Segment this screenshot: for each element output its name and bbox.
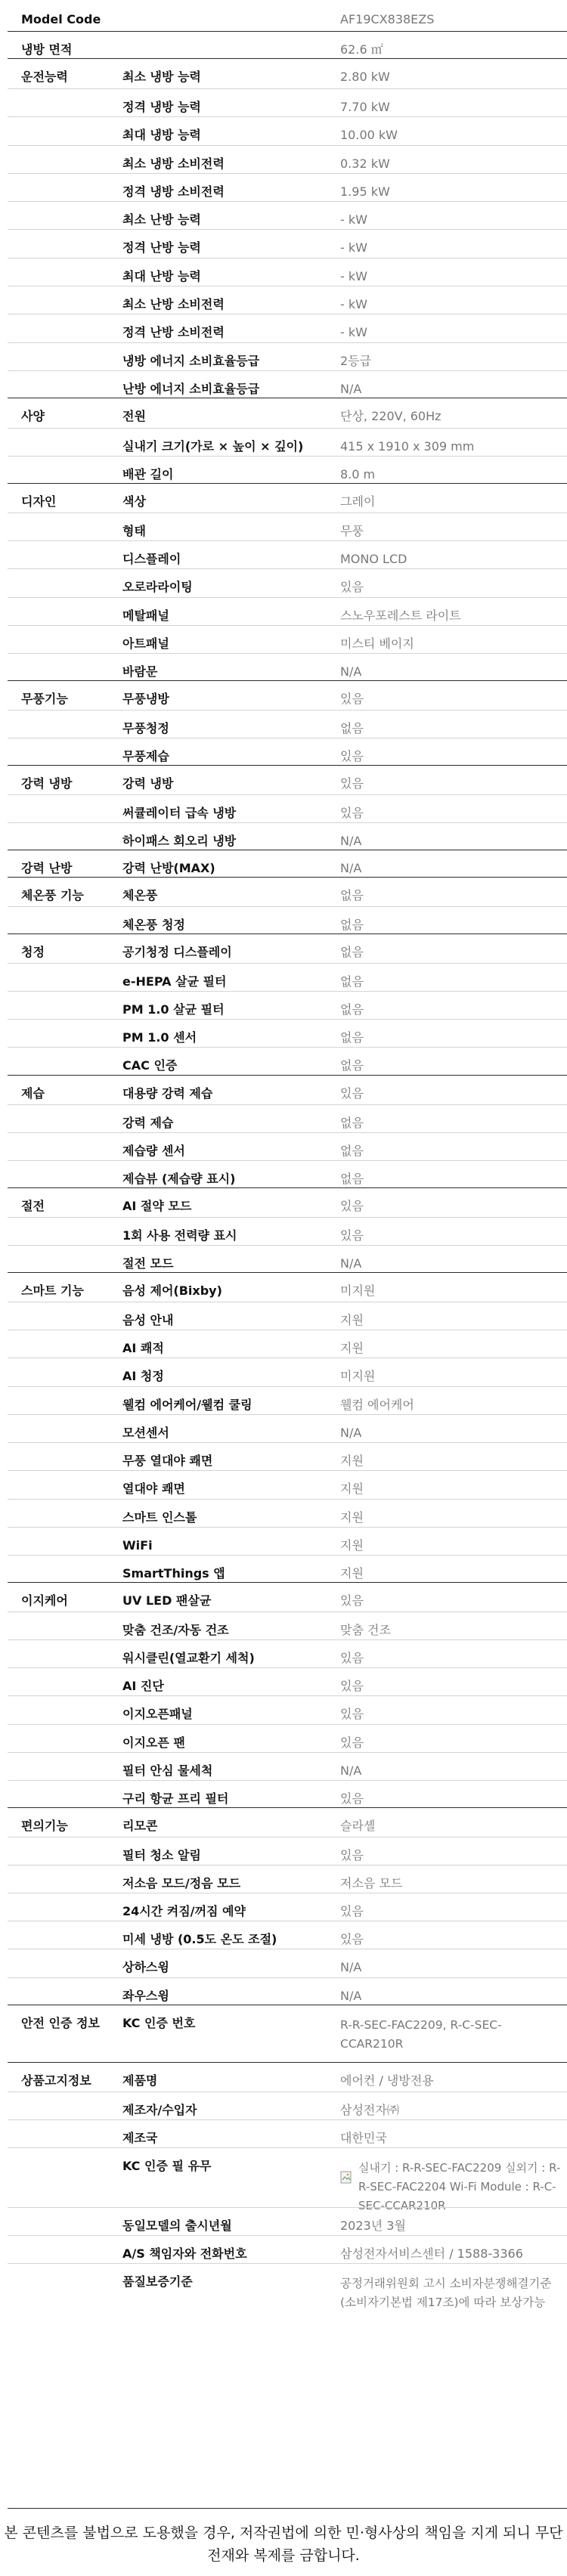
spec-value: 지원 xyxy=(340,1454,364,1468)
spec-value: 있음 xyxy=(340,1593,364,1608)
spec-label: 냉방 에너지 소비효율등급 xyxy=(122,354,260,368)
spec-label: 제품명 xyxy=(122,2073,158,2088)
row-divider xyxy=(8,625,567,626)
row-divider xyxy=(8,1752,567,1753)
spec-category: 편의기능 xyxy=(21,1819,68,1833)
spec-label: 강력 냉방 xyxy=(122,776,174,791)
row-divider xyxy=(8,710,567,711)
category-divider xyxy=(8,1582,567,1583)
spec-value: 7.70 kW xyxy=(340,100,390,114)
row-divider xyxy=(8,2147,567,2148)
spec-value: 있음 xyxy=(340,1707,364,1721)
spec-value: 있음 xyxy=(340,806,364,820)
row-divider xyxy=(8,653,567,654)
row-divider xyxy=(8,173,567,174)
row-divider xyxy=(8,540,567,541)
spec-category: 제습 xyxy=(21,1086,45,1101)
category-divider xyxy=(8,31,567,32)
spec-label: 음성 제어(Bixby) xyxy=(122,1283,222,1298)
row-divider xyxy=(8,201,567,202)
spec-label: 필터 안심 물세척 xyxy=(122,1763,213,1778)
spec-value: 있음 xyxy=(340,580,364,594)
spec-label: 정격 냉방 능력 xyxy=(122,100,201,114)
category-divider xyxy=(8,933,567,934)
spec-category: 무풍기능 xyxy=(21,692,68,706)
spec-label: 품질보증기준 xyxy=(122,2274,193,2289)
spec-label: 최소 냉방 능력 xyxy=(122,70,201,84)
spec-label: KC 인증 필 유무 xyxy=(122,2159,212,2173)
category-divider xyxy=(8,58,567,59)
row-divider xyxy=(8,342,567,343)
spec-value: N/A xyxy=(340,834,362,848)
spec-value: - kW xyxy=(340,297,367,311)
spec-label: CAC 인증 xyxy=(122,1058,178,1073)
row-divider xyxy=(8,568,567,569)
spec-label: 맞춤 건조/자동 건조 xyxy=(122,1623,229,1637)
row-divider xyxy=(8,1837,567,1838)
row-divider xyxy=(8,1977,567,1978)
spec-label: 최소 난방 소비전력 xyxy=(122,297,225,311)
spec-value: 미지원 xyxy=(340,1283,376,1298)
row-divider xyxy=(8,963,567,964)
spec-value: N/A xyxy=(340,1960,362,1974)
spec-category: 운전능력 xyxy=(21,70,68,84)
spec-label: 정격 난방 능력 xyxy=(122,240,201,255)
spec-value: 있음 xyxy=(340,692,364,706)
category-divider xyxy=(8,877,567,878)
spec-label: 난방 에너지 소비효율등급 xyxy=(122,382,260,396)
spec-value: N/A xyxy=(340,664,362,679)
spec-category: 디자인 xyxy=(21,494,57,509)
spec-label: 무풍제습 xyxy=(122,749,169,763)
spec-value: 있음 xyxy=(340,1679,364,1693)
spec-value: 없음 xyxy=(340,721,364,735)
spec-label: 제습뷰 (제습량 표시) xyxy=(122,1172,236,1186)
spec-label: 체온풍 청정 xyxy=(122,918,185,932)
spec-value: N/A xyxy=(340,1426,362,1440)
spec-label: 무풍냉방 xyxy=(122,692,169,706)
spec-label: 절전 모드 xyxy=(122,1256,174,1271)
spec-value: 있음 xyxy=(340,1199,364,1213)
spec-category: 청정 xyxy=(21,945,45,959)
spec-label: 오로라라이팅 xyxy=(122,580,193,594)
row-divider xyxy=(8,794,567,795)
spec-label: 1회 사용 전력량 표시 xyxy=(122,1228,237,1243)
spec-label: 최소 난방 능력 xyxy=(122,212,201,227)
row-divider xyxy=(8,1695,567,1696)
spec-label: 메탈패널 xyxy=(122,608,169,623)
spec-value: 없음 xyxy=(340,1144,364,1158)
row-divider xyxy=(8,370,567,371)
spec-category: 강력 난방 xyxy=(21,861,73,875)
spec-label: 무풍청정 xyxy=(122,721,169,735)
spec-value: 에어컨 / 냉방전용 xyxy=(340,2073,434,2088)
spec-value: R-R-SEC-FAC2209, R-C-SEC-CCAR210R xyxy=(340,2018,502,2051)
spec-label: 써큘레이터 급속 냉방 xyxy=(122,806,237,820)
row-divider xyxy=(8,1160,567,1161)
spec-value: 지원 xyxy=(340,1538,364,1553)
category-divider xyxy=(8,1187,567,1188)
spec-label: 음성 안내 xyxy=(122,1313,174,1327)
spec-value: 없음 xyxy=(340,1116,364,1130)
row-divider xyxy=(8,2263,567,2264)
row-divider xyxy=(8,1386,567,1387)
spec-value: 맞춤 건조 xyxy=(340,1623,391,1637)
category-divider xyxy=(8,765,567,766)
row-divider xyxy=(8,1527,567,1528)
spec-value: 있음 xyxy=(340,1848,364,1862)
spec-label: 좌우스윙 xyxy=(122,1989,169,2003)
spec-label: 워시클린(열교환기 세척) xyxy=(122,1651,255,1665)
spec-label: 형태 xyxy=(122,524,146,538)
spec-category: 안전 인증 정보 xyxy=(21,2016,100,2030)
spec-value: N/A xyxy=(340,1256,362,1271)
spec-value: 있음 xyxy=(340,776,364,791)
spec-value: N/A xyxy=(340,382,362,396)
spec-value: - kW xyxy=(340,240,367,255)
spec-label: 리모콘 xyxy=(122,1819,158,1833)
spec-value: 지원 xyxy=(340,1482,364,1496)
spec-value: 대한민국 xyxy=(340,2131,387,2145)
spec-label: PM 1.0 살균 필터 xyxy=(122,1002,225,1017)
spec-label: 무풍 열대야 쾌면 xyxy=(122,1454,213,1468)
spec-value: N/A xyxy=(340,861,362,875)
spec-label: A/S 책임자와 전화번호 xyxy=(122,2246,247,2261)
spec-value: 없음 xyxy=(340,1058,364,1073)
spec-value: 없음 xyxy=(340,974,364,989)
category-divider xyxy=(8,1807,567,1808)
spec-label: PM 1.0 센서 xyxy=(122,1030,197,1045)
copyright-line-1: 본 콘텐츠를 불법으로 도용했을 경우, 저작권법에 의한 민·형사상의 책임을 지게 되니 무단 xyxy=(4,2525,563,2541)
spec-label: 디스플레이 xyxy=(122,552,181,566)
spec-value: 삼성전자㈜ xyxy=(340,2103,399,2117)
spec-value: 있음 xyxy=(340,1086,364,1101)
spec-value: 스노우포레스트 라이트 xyxy=(340,608,461,623)
spec-label: 공기청정 디스플레이 xyxy=(122,945,232,959)
row-divider xyxy=(8,1019,567,1020)
spec-category: 절전 xyxy=(21,1199,45,1213)
row-divider xyxy=(8,1470,567,1471)
spec-value: 미지원 xyxy=(340,1369,376,1383)
spec-label: 상하스윙 xyxy=(122,1960,169,1974)
row-divider xyxy=(8,512,567,513)
spec-value: MONO LCD xyxy=(340,552,407,566)
spec-label: e-HEPA 살균 필터 xyxy=(122,974,227,989)
spec-label: 제조자/수입자 xyxy=(122,2103,197,2117)
row-divider xyxy=(8,1132,567,1133)
spec-value: 0.32 kW xyxy=(340,156,390,171)
row-divider xyxy=(8,1104,567,1105)
row-divider xyxy=(8,116,567,117)
spec-value: 그레이 xyxy=(340,494,376,509)
spec-value: 있음 xyxy=(340,1791,364,1806)
spec-label: 전원 xyxy=(122,409,146,423)
spec-value: 공정거래위원회 고시 소비자분쟁해결기준(소비자기본법 제17조)에 따라 보상가능 xyxy=(340,2277,552,2309)
spec-value: 없음 xyxy=(340,918,364,932)
row-divider xyxy=(8,428,567,429)
spec-label: AI 절약 모드 xyxy=(122,1199,192,1213)
spec-label: 필터 청소 알림 xyxy=(122,1848,201,1862)
category-divider xyxy=(8,1075,567,1076)
row-divider xyxy=(8,1667,567,1668)
spec-value: 슬라셸 xyxy=(340,1819,376,1833)
spec-label: 정격 난방 소비전력 xyxy=(122,325,225,339)
spec-value: 지원 xyxy=(340,1341,364,1355)
spec-label: 미세 냉방 (0.5도 온도 조절) xyxy=(122,1932,277,1946)
spec-label: AI 진단 xyxy=(122,1679,164,1693)
spec-label: 열대야 쾌면 xyxy=(122,1482,185,1496)
row-divider xyxy=(8,2207,567,2208)
spec-label: 체온풍 xyxy=(122,888,158,903)
spec-value: 있음 xyxy=(340,1904,364,1918)
spec-label: 이지오픈패널 xyxy=(122,1707,193,1721)
category-divider xyxy=(8,680,567,681)
spec-label: SmartThings 앱 xyxy=(122,1566,225,1581)
copyright-notice xyxy=(0,2522,567,2567)
copyright-line-2: 전재와 복제를 금합니다. xyxy=(207,2547,360,2564)
spec-category: 스마트 기능 xyxy=(21,1283,84,1298)
spec-value: 삼성전자서비스센터 / 1588-3366 xyxy=(340,2246,523,2261)
spec-label: 최소 냉방 소비전력 xyxy=(122,156,225,171)
category-divider xyxy=(8,483,567,484)
spec-value: 단상, 220V, 60Hz xyxy=(340,409,442,423)
row-divider xyxy=(8,991,567,992)
spec-value: 있음 xyxy=(340,749,364,763)
spec-value: 지원 xyxy=(340,1313,364,1327)
table-bottom-divider xyxy=(8,2508,567,2509)
spec-label: 실내기 크기(가로 × 높이 × 깊이) xyxy=(122,439,304,454)
spec-value: 있음 xyxy=(340,1932,364,1946)
row-divider xyxy=(8,2119,567,2120)
spec-value: N/A xyxy=(340,1763,362,1778)
row-divider xyxy=(8,1780,567,1781)
spec-value: - kW xyxy=(340,269,367,283)
spec-value: N/A xyxy=(340,1989,362,2003)
spec-value: 없음 xyxy=(340,888,364,903)
spec-category: 체온풍 기능 xyxy=(21,888,84,903)
row-divider xyxy=(8,906,567,907)
spec-value: 있음 xyxy=(340,1735,364,1750)
spec-label: UV LED 팬살균 xyxy=(122,1593,212,1608)
spec-category: 사양 xyxy=(21,409,45,423)
spec-label: 웰컴 에어케어/웰컴 쿨링 xyxy=(122,1398,253,1412)
spec-label: 바람문 xyxy=(122,664,158,679)
spec-value: 없음 xyxy=(340,1002,364,1017)
spec-label: 정격 냉방 소비전력 xyxy=(122,184,225,199)
spec-label: 최대 냉방 능력 xyxy=(122,128,201,142)
spec-value: - kW xyxy=(340,325,367,339)
spec-value: 있음 xyxy=(340,1651,364,1665)
spec-label: 강력 제습 xyxy=(122,1116,174,1130)
row-divider xyxy=(8,1555,567,1556)
spec-label: 24시간 켜짐/꺼짐 예약 xyxy=(122,1904,246,1918)
row-divider xyxy=(8,1414,567,1415)
row-divider xyxy=(8,258,567,259)
row-divider xyxy=(8,1217,567,1218)
spec-value: - kW xyxy=(340,212,367,227)
spec-value: 지원 xyxy=(340,1510,364,1525)
spec-value: 저소음 모드 xyxy=(340,1876,403,1890)
spec-value: 415 x 1910 x 309 mm xyxy=(340,439,475,454)
row-divider xyxy=(8,456,567,457)
spec-value: 미스티 베이지 xyxy=(340,636,414,651)
row-divider xyxy=(8,1724,567,1725)
spec-value: 지원 xyxy=(340,1566,364,1581)
spec-label: AI 쾌적 xyxy=(122,1341,164,1355)
category-divider xyxy=(8,1272,567,1273)
row-divider xyxy=(8,1245,567,1246)
spec-label: 저소음 모드/정음 모드 xyxy=(122,1876,241,1890)
spec-label: 강력 난방(MAX) xyxy=(122,861,215,875)
spec-label: 최대 난방 능력 xyxy=(122,269,201,283)
spec-label: 하이패스 회오리 냉방 xyxy=(122,834,237,848)
row-divider xyxy=(8,88,567,89)
spec-value: 없음 xyxy=(340,945,364,959)
spec-value: 없음 xyxy=(340,1030,364,1045)
row-divider xyxy=(8,1442,567,1443)
spec-label: 스마트 인스톨 xyxy=(122,1510,197,1525)
spec-value: 웰컴 에어케어 xyxy=(340,1398,414,1412)
spec-label: WiFi xyxy=(122,1538,153,1553)
spec-value: 실내기 : R-R-SEC-FAC2209 실외기 : R-R-SEC-FAC2204 Wi-Fi Module : R-C-SEC-CCAR210R xyxy=(358,2161,561,2212)
spec-value: 8.0 m xyxy=(340,467,376,481)
spec-value: 10.00 kW xyxy=(340,128,398,142)
row-divider xyxy=(8,2091,567,2092)
row-divider xyxy=(8,145,567,146)
spec-value: AF19CX838EZS xyxy=(340,12,435,26)
spec-category: 냉방 면적 xyxy=(21,42,73,57)
spec-label: 제습량 센서 xyxy=(122,1144,185,1158)
spec-label: AI 청정 xyxy=(122,1369,164,1383)
spec-category: 이지케어 xyxy=(21,1593,68,1608)
spec-label: 대용량 강력 제습 xyxy=(122,1086,213,1101)
spec-label: 배관 길이 xyxy=(122,467,174,481)
spec-label: KC 인증 번호 xyxy=(122,2016,196,2030)
spec-value: 없음 xyxy=(340,1172,364,1186)
row-divider xyxy=(8,229,567,230)
row-divider xyxy=(8,2235,567,2236)
spec-value: 무풍 xyxy=(340,524,364,538)
spec-value: 1.95 kW xyxy=(340,184,390,199)
spec-label: 모션센서 xyxy=(122,1426,169,1440)
row-divider xyxy=(8,1047,567,1048)
spec-value: 있음 xyxy=(340,1228,364,1243)
spec-label: 제조국 xyxy=(122,2131,158,2145)
spec-label: 구리 항균 프리 필터 xyxy=(122,1791,229,1806)
spec-category: 강력 냉방 xyxy=(21,776,73,791)
spec-category: Model Code xyxy=(21,12,101,26)
spec-value: 2023년 3월 xyxy=(340,2218,406,2233)
row-divider xyxy=(8,1499,567,1500)
spec-label: 동일모델의 출시년월 xyxy=(122,2218,232,2233)
row-divider xyxy=(8,597,567,598)
category-divider xyxy=(8,2062,567,2063)
spec-label: 색상 xyxy=(122,494,146,509)
spec-label: 이지오픈 팬 xyxy=(122,1735,185,1750)
spec-label: 아트패널 xyxy=(122,636,169,651)
spec-value: 62.6 ㎡ xyxy=(340,42,383,57)
spec-value: 2등급 xyxy=(340,354,372,368)
spec-value: 2.80 kW xyxy=(340,70,390,84)
row-divider xyxy=(8,822,567,823)
row-divider xyxy=(8,1639,567,1640)
spec-category: 상품고지정보 xyxy=(21,2073,91,2088)
